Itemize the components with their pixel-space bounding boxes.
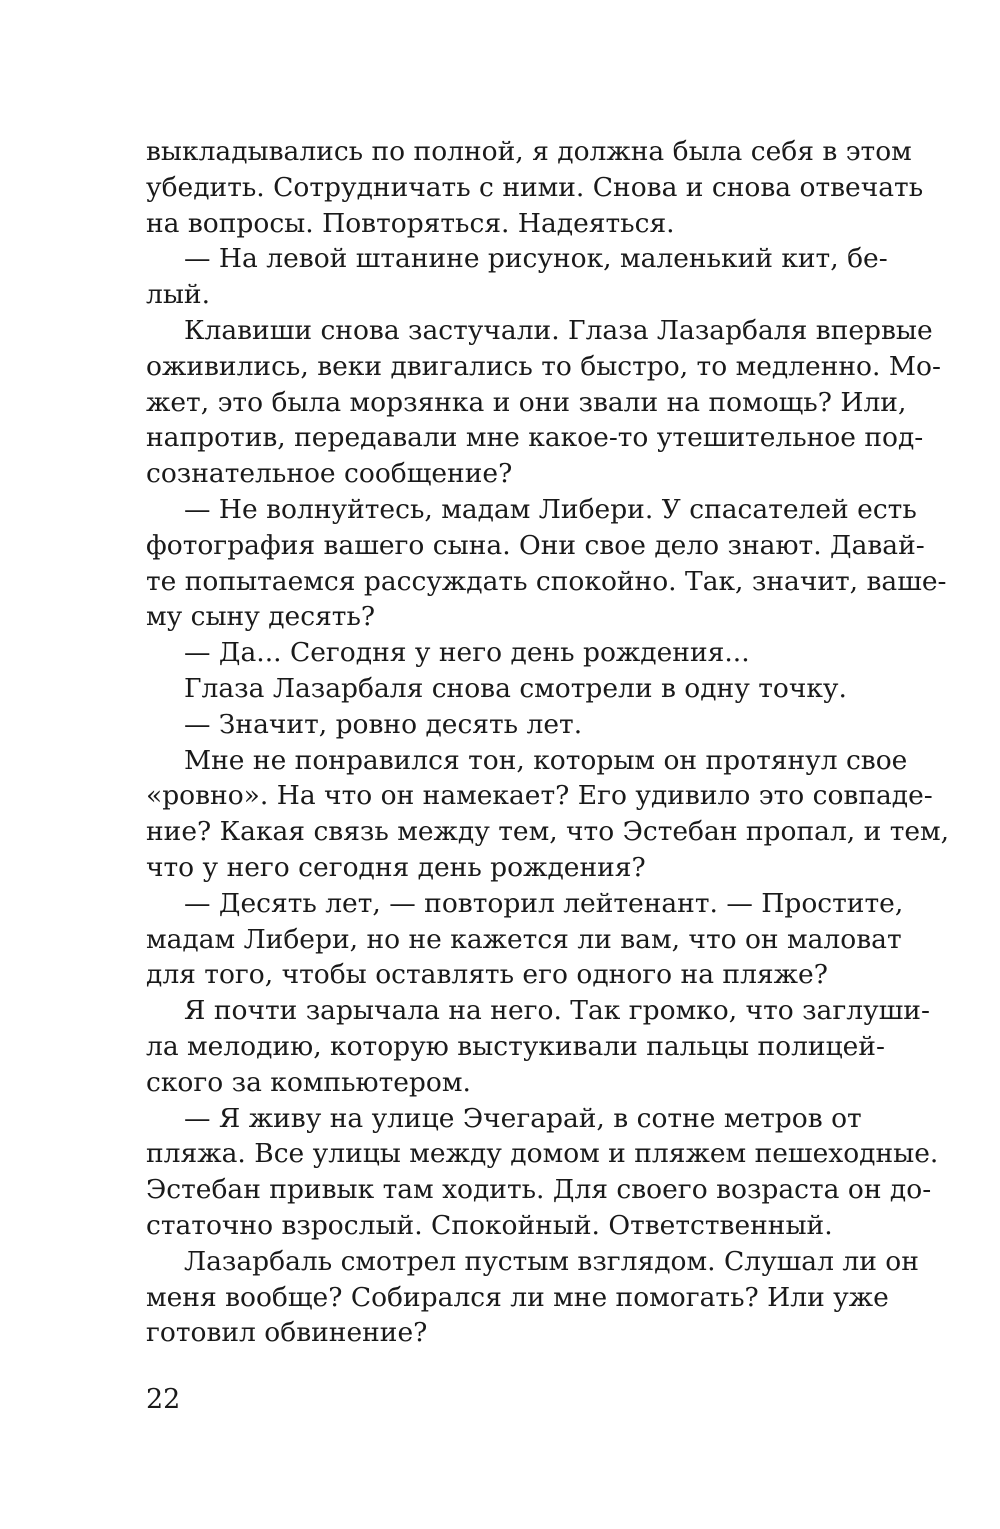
text-line: выкладывались по полной, я должна была себя в этом [146, 136, 912, 167]
body-text [146, 134, 950, 1351]
text-line: Мне не понравился тон, которым он протянул свое [184, 744, 908, 776]
text-line: — Значит, ровно десять лет. [184, 708, 583, 740]
text-line: убедить. Сотрудничать с ними. Снова и снова отвечать [146, 171, 924, 203]
text-line: фотография вашего сына. Они свое дело знают. Давай- [146, 529, 925, 561]
text-line: для того, чтобы оставлять его одного на пляже? [146, 959, 828, 991]
text-line: те попытаемся рассуждать спокойно. Так, значит, ваше- [146, 565, 947, 597]
text-line: что у него сегодня день рождения? [146, 851, 646, 883]
text-line: Лазарбаль смотрел пустым взглядом. Слушал ли он [184, 1245, 919, 1277]
text-line: Эстебан привык там ходить. Для своего возраста он до- [146, 1174, 932, 1206]
text-line: сознательное сообщение? [146, 458, 513, 490]
text-line: статочно взрослый. Спокойный. Ответственный. [146, 1209, 833, 1241]
text-line: ла мелодию, которую выстукивали пальцы полицей- [146, 1030, 885, 1062]
text-line: на вопросы. Повторяться. Надеяться. [146, 207, 675, 239]
text-line: — Я живу на улице Эчегарай, в сотне метров от [184, 1102, 862, 1134]
text-line: ние? Какая связь между тем, что Эстебан пропал, и тем, [146, 816, 950, 848]
text-line: Клавиши снова застучали. Глаза Лазарбаля впервые [184, 314, 933, 346]
text-line: напротив, передавали мне какое-то утешительное под- [146, 422, 924, 454]
text-line: — Не волнуйтесь, мадам Либери. У спасателей есть [184, 493, 917, 525]
text-line: оживились, веки двигались то быстро, то медленно. Мо- [146, 350, 941, 382]
text-line: «ровно». На что он намекает? Его удивило это совпаде- [146, 780, 933, 812]
text-line: — Десять лет, — повторил лейтенант. — Простите, [184, 887, 904, 919]
text-line: му сыну десять? [146, 601, 376, 633]
text-line: Я почти зарычала на него. Так громко, что заглуши- [184, 995, 930, 1027]
text-line: ского за компьютером. [146, 1066, 471, 1098]
text-line: лый. [146, 279, 211, 311]
text-line: — Да... Сегодня у него день рождения... [184, 637, 750, 669]
text-line: меня вообще? Собирался ли мне помогать? Или уже [146, 1281, 889, 1313]
text-line: мадам Либери, но не кажется ли вам, что он маловат [146, 923, 902, 955]
page-number: 22 [146, 1384, 181, 1415]
text-line: готовил обвинение? [146, 1317, 428, 1349]
text-line: — На левой штанине рисунок, маленький кит, бе- [184, 243, 888, 275]
text-line: жет, это была морзянка и они звали на помощь? Или, [146, 386, 907, 418]
text-line: пляжа. Все улицы между домом и пляжем пешеходные. [146, 1138, 939, 1170]
text-line: Глаза Лазарбаля снова смотрели в одну точку. [184, 672, 847, 704]
